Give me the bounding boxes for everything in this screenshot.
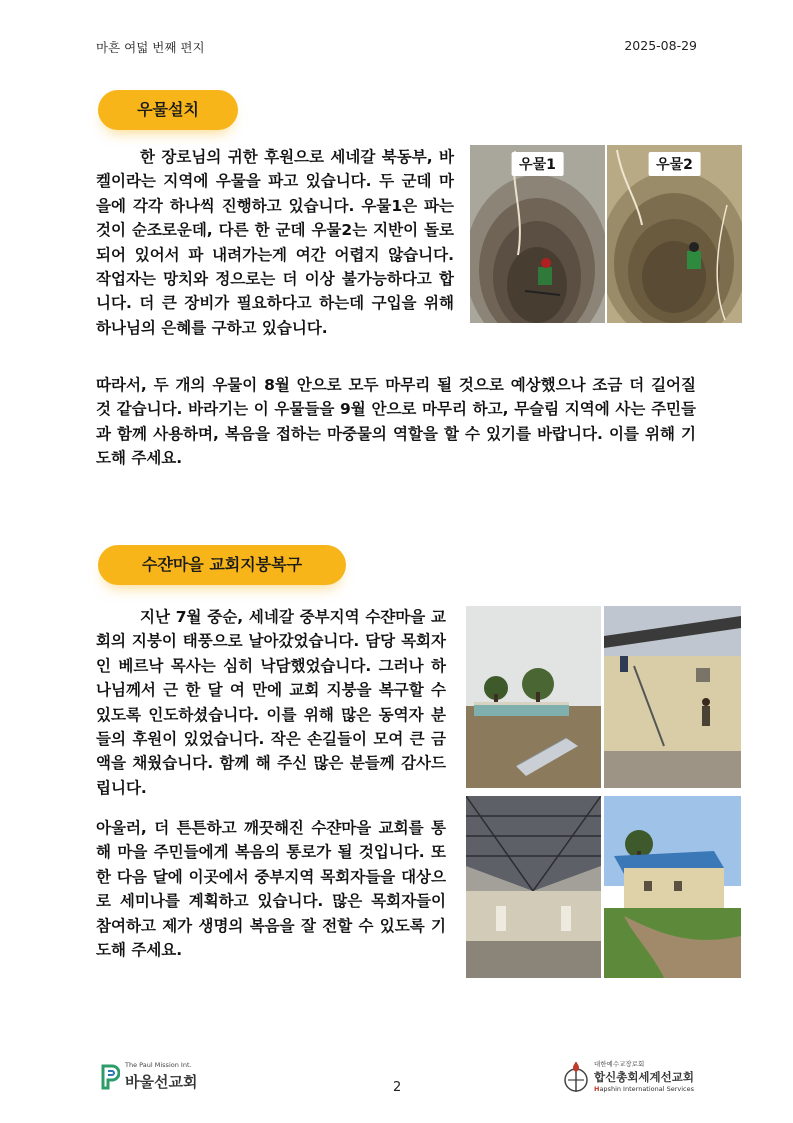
section-heading-well: 우물설치: [98, 90, 238, 130]
hapshin-english-name: [594, 1085, 694, 1093]
document-title: 마흔 여덟 번째 편지: [96, 40, 205, 55]
hapshin-english-initial: H: [594, 1085, 600, 1093]
page-number: 2: [393, 1080, 402, 1095]
hapshin-english-rest: apshin International Services: [599, 1085, 695, 1093]
hapshin-logo: [562, 1058, 712, 1098]
paul-mission-mark-icon: [100, 1064, 120, 1090]
well-paragraph-2: 따라서, 두 개의 우물이 8월 안으로 모두 마무리 될 것으로 예상했으나 조금 더 길어질 것 같습니다. 바라기는 이 우물들을 9월 안으로 마무리 하고, 무슬림 지역에 사는 주민들과 함께 사용하며, 복음을 접하는 마중물의 역할을 할 수 있기를 바랍니다. 이를 위해 기도해 주세요.: [96, 376, 696, 468]
paul-mission-korean-name: 바울선교회: [125, 1073, 198, 1091]
church-paragraph-2: 아울러, 더 튼튼하고 깨끗해진 수쟌마을 교회를 통해 마을 주민들에게 복음의 통로가 될 것입니다. 또한 다음 달에 이곳에서 중부지역 목회자들을 대상으로 세미나를 계획하고 있습니다. 많은 목회자들이 참여하고 제가 생명의 복음을 잘 전할 수 있도록 기도해 주세요.: [96, 819, 446, 960]
hapshin-mark-icon: [562, 1060, 590, 1094]
church-photo-roof-frame: [604, 606, 741, 788]
church-photo-interior: [466, 796, 601, 978]
church-photo-damaged-roof: [466, 606, 601, 788]
well-photo-1: [470, 145, 605, 323]
well-paragraph-1: 한 장로님의 귀한 후원으로 세네갈 북동부, 바켈이라는 지역에 우물을 파고 있습니다. 두 군데 마을에 각각 하나씩 진행하고 있습니다. 우물1은 파는 것이 순조로운데, 다른 한 군데 우물2는 지반이 돌로 되어 있어서 파 내려가는게 여간 어렵지 않습니다. 작업자는 망치와 정으로는 더 이상 불가능하다고 합니다. 더 큰 장비가 필요하다고 하는데 구입을 위해 하나님의 은혜를 구하고 있습니다.: [96, 148, 454, 337]
hapshin-denomination: 대한예수교장로회: [594, 1060, 645, 1068]
well-photo-2: [607, 145, 742, 323]
paul-mission-english-name: The Paul Mission Int.: [125, 1061, 192, 1069]
section-heading-church-roof: 수쟌마을 교회지붕복구: [98, 545, 346, 585]
well-photo-1-label: 우물1: [511, 152, 564, 176]
church-paragraph-1: 지난 7월 중순, 세네갈 중부지역 수쟌마을 교회의 지붕이 태풍으로 날아갔었습니다. 담당 목회자인 베르낙 목사는 심히 낙담했었습니다. 그러나 하나님께서 근 한 달 여 만에 교회 지붕을 복구할 수 있도록 인도하셨습니다. 이를 위해 많은 동역자 분들의 후원이 있었습니다. 작은 손길들이 모여 큰 금액을 채웠습니다. 함께 해 주신 많은 분들께 감사드립니다.: [96, 608, 446, 797]
paul-mission-logo: [100, 1058, 220, 1092]
hapshin-korean-name: 합신총회세계선교회: [594, 1070, 694, 1084]
church-photo-restored-exterior: [604, 796, 741, 978]
document-date: 2025-08-29: [624, 38, 697, 53]
well-photo-2-label: 우물2: [648, 152, 701, 176]
